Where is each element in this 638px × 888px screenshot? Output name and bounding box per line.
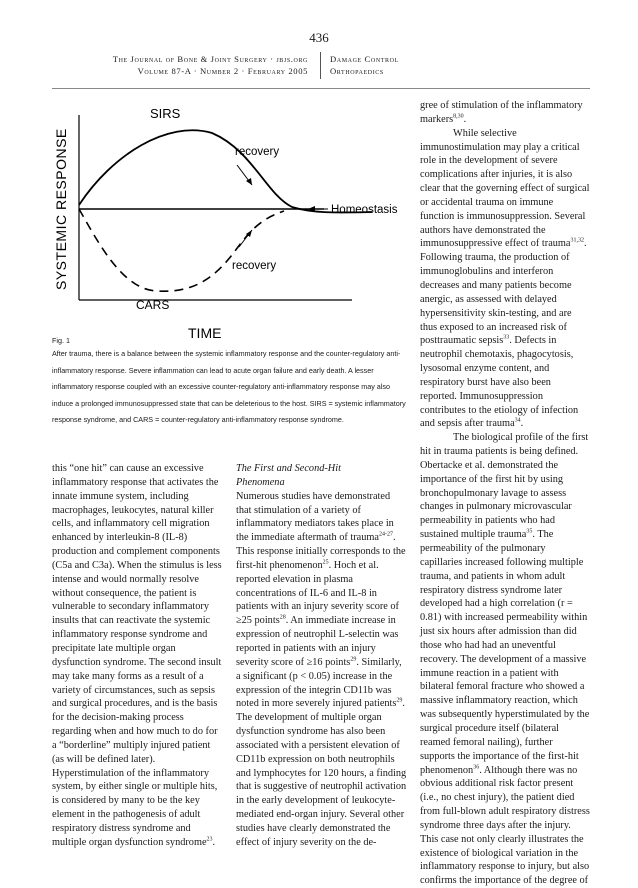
sirs-label: SIRS: [150, 106, 181, 121]
citation: 28: [279, 614, 286, 621]
body-column-2: [236, 462, 408, 850]
citation: 23: [206, 836, 213, 843]
cars-curve: [79, 209, 284, 291]
journal-volume: Volume 87-A · Number 2 · February 2005: [137, 66, 308, 76]
section-title-1: Damage Control: [330, 54, 399, 64]
citation: 33: [503, 334, 510, 341]
paragraph: gree of stimulation of the inflammatory markers$^{8,30}$.: [420, 100, 583, 125]
x-axis-label: TIME: [188, 325, 222, 341]
citation: 25: [322, 559, 329, 566]
header-rule: [52, 88, 590, 89]
y-axis-label: SYSTEMIC RESPONSE: [53, 128, 69, 290]
citation: 29: [396, 697, 403, 704]
recovery-label-top: recovery: [235, 146, 280, 158]
paragraph: While selective immunostimulation may play a critical role in the development of severe complications after injuries, it is also clear that the governing effect of surgical or accidental trauma on immune function is immunosuppression. Several authors have demonstrated the immunosuppressive effect of trauma$^{31,32}$. Following trauma, the production of immunoglobulins and interferon decreases and many patients become anergic, as assessed with delayed hypersensitivity skin-testing, and are thus exposed to an increased risk of posttraumatic sepsis$^{33}$. Defects in neutrophil chemotaxis, phagocytosis, lysosomal enzyme content, and respiratory burst have also been reported. Immunosuppression contributes to the etiology of infection and sepsis after trauma$^{34}$.: [420, 127, 590, 430]
homeostasis-label: Homeostasis: [331, 204, 398, 216]
body-column-1: [52, 462, 224, 850]
paragraph: this “one hit” can cause an excessive inflammatory response that activates the innate immune system, including macrophages, leukocytes, natural killer cells, and inflammatory cell migration enhanced by interleukin-8 (IL-8) production and complement components (C5a and C3a). When the stimulus is less intense and would normally resolve without consequence, the patient is vulnerable to secondary inflammatory insults that can reactivate the systemic inflammatory response syndrome and precipitate late multiple organ dysfunction syndrome. The second insult may take many forms as a result of a variety of circumstances, such as sepsis and surgical procedures, and is the basis for the decision-making process regarding when and how much to do for a “borderline” multiply injured patient (as will be defined later). Hyperstimulation of the inflammatory system, by either single or multiple hits, is considered by many to be the key element in the pathogenesis of adult respiratory distress syndrome and multiple organ dysfunction syndrome$^{23}$.: [52, 463, 222, 848]
recovery-arrowhead-top: [246, 178, 252, 185]
citation: 35: [526, 528, 533, 535]
recovery-label-bottom: recovery: [232, 260, 277, 272]
section-title-2: Orthopaedics: [330, 66, 384, 76]
citation: 31,32: [570, 238, 585, 245]
journal-header: [113, 53, 308, 77]
citation: 29: [350, 656, 357, 663]
header-divider: [320, 52, 321, 79]
citation: 8,30: [453, 113, 464, 120]
caption-text: After trauma, there is a balance between the systemic inflammatory response and the counter-regulatory anti-inflammatory response. Severe inflammation can lead to acute organ failure and early death. A lesser inflammatory response coupled with an excessive counter-regulatory anti-inflammatory response may also induce a prolonged immunosuppressed state that can be deleterious to the host. SIRS = systemic inflammatory response syndrome, and CARS = counter-regulatory anti-inflammatory response syndrome.: [52, 349, 406, 424]
page-number: 436: [309, 30, 329, 45]
cars-label: CARS: [136, 298, 170, 312]
section-subheading: The First and Second-Hit Phenomena: [236, 463, 341, 488]
paragraph: The biological profile of the first hit in trauma patients is being defined. Obertacke et al. demonstrated the importance of the first hit by using bronchopulmonary lavage to assess changes in pulmonary microvascular permeability in patients who had sustained multiple trauma$^{35}$. The permeability of the pulmonary capillaries increased following multiple trauma, and patients in whom adult respiratory distress syndrome later developed had a high correlation (r = 0.81) with increased permeability within just six hours after admission than did those who had had an uneventful recovery. The development of a massive immune reaction in a patient with bilateral femoral fracture who showed a massive inflammatory reaction, which was subsequently hyperstimulated by the surgical procedure itself (bilateral reamed femoral nailing), further supports the importance of the first-hit phenomenon$^{36}$. Although there was no obvious additional risk factor present (i.e., no chest injury), the patient died from full-blown adult respiratory distress syndrome three days after the injury. This case not only clearly illustrates the existence of biological variation in the inflammatory response to injury, but also confirms the importance of the degree of: [420, 432, 590, 887]
figure-caption: [52, 336, 406, 429]
body-column-3: [420, 99, 590, 888]
figure-1-diagram: [52, 95, 412, 348]
sirs-curve: [79, 130, 372, 212]
citation: 24-27: [378, 531, 393, 538]
citation: 34: [514, 417, 521, 424]
citation: 36: [473, 764, 480, 771]
section-header: [330, 53, 399, 77]
figure-label: Fig. 1: [52, 336, 70, 345]
journal-title: The Journal of Bone & Joint Surgery · jbjs.org: [112, 54, 308, 64]
paragraph: Numerous studies have demonstrated that stimulation of a variety of inflammatory mediators takes place in the immediate aftermath of trauma$^{24-27}$. This response initially corresponds to the first-hit phenomenon$^{25}$. Hoch et al. reported elevation in plasma concentrations of IL-6 and IL-8 in patients with an injury severity score of ≥25 points$^{28}$. An immediate increase in expression of neutrophil L-selectin was reported in patients with an injury severity score of ≥16 points$^{29}$. Similarly, a significant (p < 0.05) increase in the expression of the integrin CD11b was noted in more severely injured patients$^{29}$. The development of multiple organ dysfunction syndrome has also been associated with a persistent elevation of CD11b expression on both neutrophils and lymphocytes for 120 hours, a finding that is suggestive of neutrophil activation in the early development of leukocyte-mediated end-organ injury. Several other studies have clearly demonstrated the effect of injury severity on the de-: [236, 490, 407, 848]
